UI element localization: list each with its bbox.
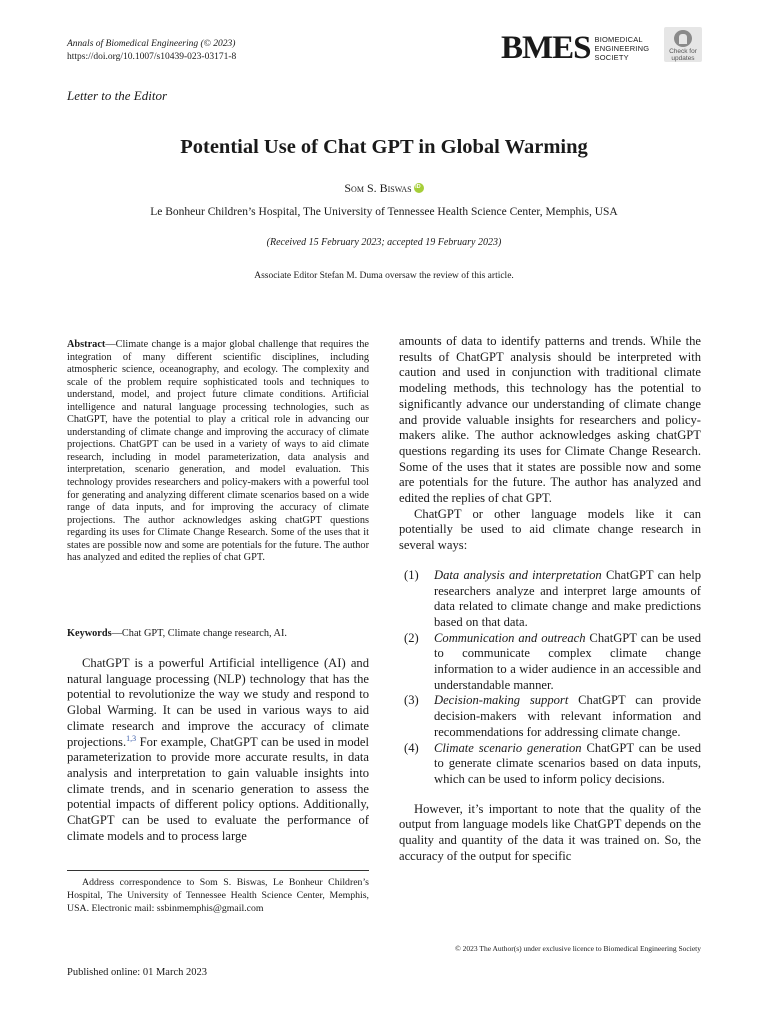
bmes-society-name [595,35,650,62]
bmes-line-3: SOCIETY [594,52,629,62]
body-column-1 [67,656,369,844]
body-paragraph: However, it’s important to note that the quality of the output from language models like ChatGPT depends on the quality and quantity of the data it was trained on. So, the accuracy of the output for specific [399,801,701,863]
keywords [67,628,369,641]
journal-name: Annals of Biomedical Engineering [67,39,199,49]
list-item-title: Climate scenario generation [434,740,582,755]
citation-link[interactable]: 1,3 [126,733,137,743]
bmes-line-1: BIOMEDICAL [594,34,643,44]
orcid-icon[interactable] [414,183,424,193]
author-line [0,181,768,196]
list-item [399,568,701,631]
editor-note: Associate Editor Stefan M. Duma oversaw the review of this article. [254,271,514,281]
published-date: Published online: 01 March 2023 [67,967,207,978]
list-item-title: Decision-making support [434,693,569,708]
abstract-text: —Climate change is a major global challenge that requires the integration of many different scientific disciplines, including atmospheric science, oceanography, and ecology. The complexity and scale of the problem require sophisticated tools and techniques to understand, model, and project future climate conditions. Artificial intelligence and natural language processing technologies, such as ChatGPT, have the potential to play a critical role in advancing our understanding of climate change and improving the accuracy of climate projections. ChatGPT can be used in a variety of ways to aid climate research, including in model parameterization, data analysis and interpretation, scenario generation, and model evaluation. This technology provides researchers and policy-makers with a powerful tool for generating and analyzing different climate scenarios based on a wide range of data inputs, and for improving the accuracy of climate projections. The author acknowledges asking chatGPT questions regarding its uses for Climate Change Research. Some of the uses that it states are possible now and some are potentials for the future. The author has analyzed and edited the replies of chat GPT. [67,339,369,564]
body-text: ChatGPT is a powerful Artificial intelligence (AI) and natural language processing (NLP) technology that has the potential to revolutionize the way we study and respond to Global Warming. It can be used in various ways to aid climate research and improve the accuracy of climate projections. [67,656,369,749]
body-text: For example, ChatGPT can be used in model parameterization to provide more accurate results, in data analysis and interpretation to gain valuable insights into climate trends, and in scenario generation to assess the potential impacts of different policy options. Additionally, ChatGPT can be used to evaluate the performance of climate models and to process large [67,734,369,843]
affiliation: Le Bonheur Children’s Hospital, The University of Tennessee Health Science Center, Memphis, USA [150,206,618,218]
journal-header [67,38,236,64]
footnote-text: Address correspondence to Som S. Biswas, Le Bonheur Children’s Hospital, The University of Tennessee Health Science Center, Memphis, USA. Electronic mail: ssbinmemphis@gmail.com [67,877,369,915]
article-title: Potential Use of Chat GPT in Global Warming [180,136,588,158]
list-number: (2) [404,630,419,645]
check-line-1: Check for [669,48,697,55]
author-name[interactable]: Som S. Biswas [344,181,412,195]
keywords-text: —Chat GPT, Climate change research, AI. [111,628,287,639]
bmes-logo [501,30,649,66]
correspondence-footnote [67,876,369,916]
list-item-title: Communication and outreach [434,630,586,645]
list-item-title: Data analysis and interpretation [434,567,602,582]
bookmark-icon [674,30,692,47]
list-item-text: ChatGPT can help researchers analyze and interpret large amounts of data related to climate change and make predictions based on that data. [434,567,701,629]
list-item [399,741,701,788]
check-for-updates-label [669,48,697,62]
list-number: (4) [404,740,419,755]
list-item [399,631,701,694]
journal-year: (© 2023) [198,39,236,49]
abstract [67,339,369,565]
uses-list [399,568,701,788]
bmes-wordmark: BMES [501,29,591,66]
check-line-2: updates [671,55,695,62]
copyright-notice: © 2023 The Author(s) under exclusive licence to Biomedical Engineering Society [455,944,701,953]
list-item [399,693,701,740]
bmes-line-2: ENGINEERING [594,43,650,53]
list-number: (3) [404,693,419,708]
abstract-label: Abstract [67,339,106,350]
keywords-label: Keywords [67,628,112,639]
footnote-divider [67,870,369,871]
check-for-updates-button[interactable] [664,27,702,62]
body-paragraph: ChatGPT or other language models like it can potentially be used to aid climate change research in several ways: [399,506,701,553]
article-type: Letter to the Editor [67,88,168,103]
list-number: (1) [404,567,419,582]
received-dates: (Received 15 February 2023; accepted 19 February 2023) [266,237,502,248]
list-item-text: ChatGPT can provide decision-makers with relevant information and recommendations for addressing climate change. [434,693,702,739]
body-paragraph [67,656,369,844]
doi-link[interactable]: https://doi.org/10.1007/s10439-023-03171-8 [67,52,237,62]
body-column-2 [399,334,701,865]
list-item-text: ChatGPT can be used to generate climate scenarios based on data inputs, which can be used to inform policy decisions. [434,740,701,786]
list-item-text: ChatGPT can be used to communicate complex climate change information to a wider audience in an accessible and understandable manner. [434,630,701,692]
body-paragraph: amounts of data to identify patterns and trends. While the results of ChatGPT analysis should be interpreted with caution and used in conjunction with traditional climate modeling methods, this technology has the potential to significantly advance our understanding of climate change and provide valuable insights for researchers and policy-makers alike. The author acknowledges asking chatGPT questions regarding its uses for Climate Change Research. Some of the uses that it states are possible now and some are potentials for the future. The author has analyzed and edited the replies of chat GPT. [399,334,701,506]
